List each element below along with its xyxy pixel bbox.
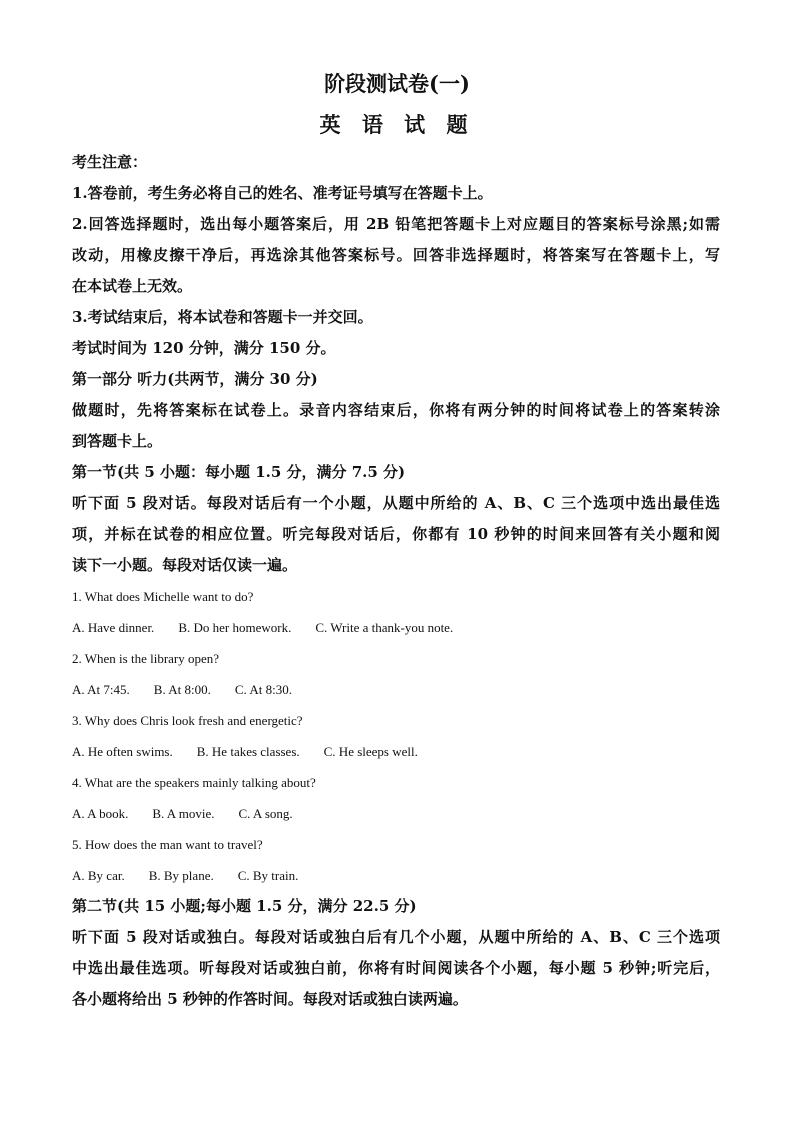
section-1-block <box>72 457 720 891</box>
question-1 <box>72 581 720 643</box>
question-1-options <box>72 612 720 643</box>
part-1-heading: 第一部分 听力(共两节，满分 30 分) <box>72 370 318 388</box>
section-2-heading: 第二节(共 15 小题;每小题 1.5 分，满分 22.5 分) <box>72 897 417 915</box>
notice-item-2-line-1: 2.回答选择题时，选出每小题答案后，用 2B 铅笔把答题卡上对应题目的答案标号涂黑;如需 <box>72 215 720 233</box>
question-5-option-a: A. By car. <box>72 868 125 883</box>
question-2 <box>72 643 720 705</box>
section-1-intro-line-1: 听下面 5 段对话。每段对话后有一个小题，从题中所给的 A、B、C 三个选项中选出最佳选 <box>72 494 720 512</box>
question-1-option-a: A. Have dinner. <box>72 620 155 635</box>
exam-time-note: 考试时间为 120 分钟，满分 150 分。 <box>72 339 336 357</box>
part-1-intro-line-1: 做题时，先将答案标在试卷上。录音内容结束后，你将有两分钟的时间将试卷上的答案转涂 <box>72 401 720 419</box>
notice-item-2-line-3: 在本试卷上无效。 <box>72 277 193 295</box>
section-1-intro-line-2: 项，并标在试卷的相应位置。听完每段对话后，你都有 10 秒钟的时间来回答有关小题和阅 <box>72 525 720 543</box>
section-2-intro-line-3: 各小题将给出 5 秒钟的作答时间。每段对话或独白读两遍。 <box>72 990 468 1008</box>
question-2-options <box>72 674 720 705</box>
question-3-option-b: B. He takes classes. <box>196 744 300 759</box>
part-1-intro-line-2: 到答题卡上。 <box>72 432 163 450</box>
question-4-option-b: B. A movie. <box>152 806 215 821</box>
notice-item-3: 3.考试结束后，将本试卷和答题卡一并交回。 <box>72 308 373 326</box>
question-2-option-a: A. At 7:45. <box>72 682 130 697</box>
question-5-option-c: C. By train. <box>237 868 299 883</box>
question-4 <box>72 767 720 829</box>
question-3-text: 3. Why does Chris look fresh and energetic? <box>72 713 303 728</box>
question-4-text: 4. What are the speakers mainly talking about? <box>72 775 316 790</box>
notice-item-2-line-2: 改动，用橡皮擦干净后，再选涂其他答案标号。回答非选择题时，将答案写在答题卡上，写 <box>72 246 720 264</box>
exam-content <box>72 147 720 1015</box>
question-4-option-c: C. A song. <box>238 806 293 821</box>
section-2-intro-line-2: 中选出最佳选项。听每段对话或独白前，你将有时间阅读各个小题，每小题 5 秒钟;听完后， <box>72 959 720 977</box>
exam-subtitle: 英 语 试 题 <box>319 112 475 137</box>
notice-heading: 考生注意： <box>72 153 148 171</box>
question-5-text: 5. How does the man want to travel? <box>72 837 263 852</box>
question-1-option-b: B. Do her homework. <box>178 620 292 635</box>
notice-block <box>72 147 720 364</box>
exam-title: 阶段测试卷(一) <box>324 71 470 96</box>
question-2-text: 2. When is the library open? <box>72 651 220 666</box>
question-2-option-b: B. At 8:00. <box>153 682 211 697</box>
section-2-block <box>72 891 720 1015</box>
section-2-intro-line-1: 听下面 5 段对话或独白。每段对话或独白后有几个小题，从题中所给的 A、B、C 三个选项 <box>72 928 720 946</box>
question-5-options <box>72 860 720 891</box>
question-3-options <box>72 736 720 767</box>
question-3-option-c: C. He sleeps well. <box>323 744 418 759</box>
notice-item-1: 1.答卷前，考生务必将自己的姓名、准考证号填写在答题卡上。 <box>72 184 493 202</box>
question-2-option-c: C. At 8:30. <box>234 682 292 697</box>
question-3 <box>72 705 720 767</box>
question-4-options <box>72 798 720 829</box>
question-1-option-c: C. Write a thank-you note. <box>315 620 454 635</box>
section-1-intro-line-3: 读下一小题。每段对话仅读一遍。 <box>72 556 298 574</box>
question-5 <box>72 829 720 891</box>
part-1-block <box>72 364 720 457</box>
question-4-option-a: A. A book. <box>72 806 129 821</box>
question-5-option-b: B. By plane. <box>148 868 214 883</box>
question-3-option-a: A. He often swims. <box>72 744 173 759</box>
section-1-heading: 第一节(共 5 小题：每小题 1.5 分，满分 7.5 分) <box>72 463 406 481</box>
question-1-text: 1. What does Michelle want to do? <box>72 589 254 604</box>
